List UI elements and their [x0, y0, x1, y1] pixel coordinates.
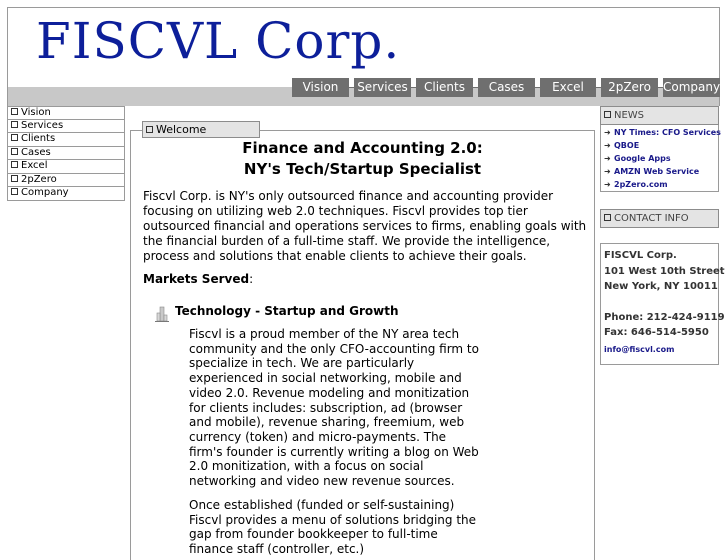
left-nav-clients[interactable]: Clients [7, 133, 125, 147]
left-nav-company[interactable]: Company [7, 187, 125, 201]
news-header: NEWS [600, 106, 719, 125]
contact-company: FISCVL Corp. [604, 250, 677, 261]
news-link-qboe[interactable]: ➜ QBOE [604, 141, 640, 150]
checkbox-icon [11, 175, 18, 182]
news-link-nytimes[interactable]: ➜ NY Times: CFO Services [604, 128, 721, 137]
top-nav-2pzero[interactable]: 2pZero [601, 78, 658, 97]
checkbox-icon [11, 121, 18, 128]
checkbox-icon [11, 108, 18, 115]
top-nav-company[interactable]: Company [663, 78, 720, 97]
top-nav-vision[interactable]: Vision [292, 78, 349, 97]
top-nav-cases[interactable]: Cases [478, 78, 535, 97]
top-nav-clients[interactable]: Clients [416, 78, 473, 97]
checkbox-icon [11, 148, 18, 155]
building-icon [154, 305, 170, 323]
left-nav-2pzero[interactable]: 2pZero [7, 174, 125, 188]
checkbox-icon [604, 214, 611, 221]
page-headline: Finance and Accounting 2.0: NY's Tech/Startup Specialist [242, 139, 483, 178]
welcome-tab: Welcome [142, 121, 260, 138]
left-nav [7, 106, 125, 201]
news-list [600, 125, 719, 192]
top-nav-services[interactable]: Services [354, 78, 411, 97]
header [7, 7, 720, 87]
logo[interactable]: FISCVL Corp. [36, 12, 401, 70]
checkbox-icon [146, 126, 153, 133]
news-link-google-apps[interactable]: ➜ Google Apps [604, 154, 671, 163]
news-link-amzn[interactable]: ➜ AMZN Web Service [604, 167, 700, 176]
contact-street: 101 West 10th Street [604, 265, 725, 277]
arrow-icon: ➜ [604, 128, 611, 137]
arrow-icon: ➜ [604, 167, 611, 176]
left-nav-excel[interactable]: Excel [7, 160, 125, 174]
sector-title: Technology - Startup and Growth [175, 304, 399, 318]
intro-paragraph: Fiscvl Corp. is NY's only outsourced finance and accounting provider focusing on utilizing web 2.0 techniques. Fiscvl provides top tier outsourced financial and operations services to firms, enabling goals with the financial burden of a full-time staff. We provide the intelligence, process and solutions that enable clients to achieve their goals. [143, 189, 587, 263]
left-nav-vision[interactable]: Vision [7, 106, 125, 120]
contact-city: New York, NY 10011 [604, 281, 718, 292]
arrow-icon: ➜ [604, 141, 611, 150]
contact-email-link[interactable]: info@fiscvl.com [604, 344, 675, 354]
checkbox-icon [11, 134, 18, 141]
markets-served-heading: Markets Served: [143, 272, 254, 286]
arrow-icon: ➜ [604, 154, 611, 163]
sector-paragraph-2: Once established (funded or self-sustaining) Fiscvl provides a menu of solutions bridging the gap from founder bookkeeper to full-time finance staff (controller, etc.) [189, 498, 477, 557]
checkbox-icon [11, 188, 18, 195]
left-nav-services[interactable]: Services [7, 120, 125, 134]
contact-phone: Phone: 212-424-9119 [604, 311, 725, 323]
contact-fax: Fax: 646-514-5950 [604, 327, 709, 338]
contact-info [600, 243, 725, 365]
checkbox-icon [11, 161, 18, 168]
left-nav-cases[interactable]: Cases [7, 147, 125, 161]
top-nav-excel[interactable]: Excel [540, 78, 596, 97]
arrow-icon: ➜ [604, 180, 611, 189]
news-link-2pzero[interactable]: ➜ 2pZero.com [604, 180, 668, 189]
sector-paragraph-1: Fiscvl is a proud member of the NY area tech community and the only CFO-accounting firm to specialize in tech. We are particularly experienced in social networking, mobile and video 2.0. Revenue modeling and monitization for clients includes: subscription, ad (browser and mobile), revenue sharing, freemium, web currency (token) and micro-payments. The firm's founder is currently writing a blog on Web 2.0 monitization, with a focus on social networking and video new revenue sources. [189, 327, 479, 489]
checkbox-icon [604, 111, 611, 118]
contact-header: CONTACT INFO [600, 209, 719, 228]
